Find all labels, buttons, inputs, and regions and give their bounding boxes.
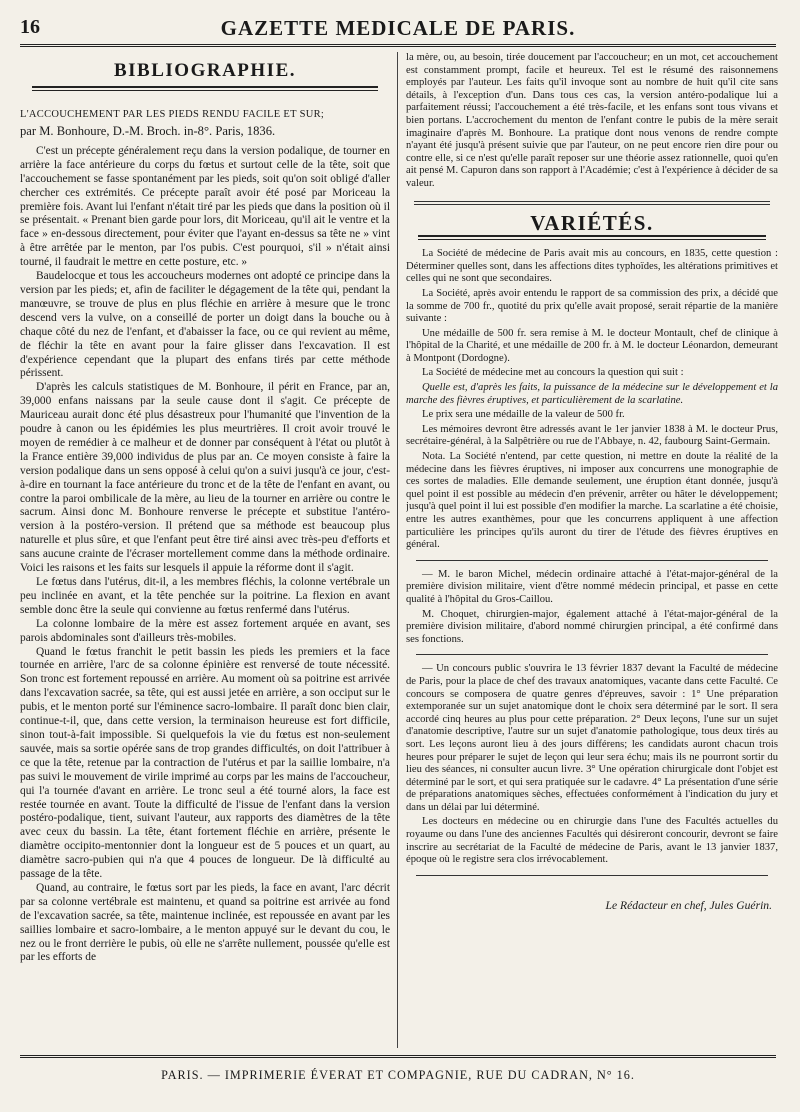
varietes-paragraph: Le prix sera une médaille de la valeur de 500 fr. [422,409,625,421]
journal-title: GAZETTE MEDICALE DE PARIS. [220,16,576,40]
varietes-question: Quelle est, d'après les faits, la puissance de la médecine sur le développement et la marche des fièvres éruptives, et particulièrement de la scarlatine. [406,382,778,406]
bibliographie-title: BIBLIOGRAPHIE. [113,60,296,81]
book-author: par M. Bonhoure, D.-M. Broch. in-8°. Paris, 1836. [20,123,276,138]
item-separator [416,654,768,655]
nomination-paragraph: M. Choquet, chirurgien-major, également attaché à l'état-major-général de la première division militaire, d'abord nommé chirurgien principal, a été confirmé dans ses fonctions. [406,608,778,645]
varietes-nota: Nota. La Société n'entend, par cette question, ni mettre en doute la réalité de la médecine dans les fièvres éruptives, ni imposer aux concurrens une monographie de ces sortes de maladies. Elle demande seulement, une éruption étant donnée, jusqu'à quel point il est possible au médecin d'en prévenir, arrêter ou hâter le développement; jusqu'à quel point il lui est possible d'en modifier la marche. La scarlatine a été choisie, entre les autres exanthèmes, pour que les concurrens appliquent à une affection particulière les principes qu'ils auront du tirer de l'étude des fièvres éruptives en général. [406,451,778,551]
bibliography-paragraph: D'après les calculs statistiques de M. Bonhoure, il périt en France, par an, 39,000 enfans naissans par la seule cause dont il s'agit. Ce précepte de Mauriceau aurait donc été plus désastreux pour l'humanité que l'invention de la poudre à canon ou les épidémies les plus meurtrières. Il croit avoir trouvé le moyen de remédier à ce malheur et de donner par conséquent à l'état ou plutôt à la France entière 39,000 individus de plus par an. Ce moyen consiste à faire la version podalique dans un sens opposé à celui qu'on a suivi jusqu'à ce jour, c'est-à-dire en tournant la face antérieure du tronc et de la tête de l'enfant en avant, ou contre la paroi ombilicale de la mère, au lieu de la tourner en arrière ou contre le sacrum. Ainsi donc M. Bonhoure renverse le précepte et substitue l'antéro-version à la postéro-version. Il prétend que sa méthode est beaucoup plus naturelle et plus sûre, et que l'enfant peut être tiré ainsi avec très-peu d'efforts et sans aucune crainte de l'écraser mortellement comme dans la méthode ordinaire. Voici les raisons et les faits sur lesquels il appuie la réforme dont il s'agit. [20,381,390,575]
column-divider [397,52,398,1048]
page-footer: PARIS. — IMPRIMERIE ÉVERAT ET COMPAGNIE, RUE DU CADRAN, N° 16. [20,1055,776,1092]
bibliography-continuation: la mère, ou, au besoin, tirée doucement par l'accoucheur; en un mot, cet accouchement est constamment prompt, facile et heureux. Tel est le résumé des raisonnemens employés par l'auteur. Les faits qu'il invoque sont au nombre de huit qu'il cite sans détails, à l'exception d'un. Dans tous ces cas, la version antéro-podalique lui a parfaitement réussi; l'accouchement a été très-facile, et les enfans sont tous vivans et bien portans. L'accrochement du menton de l'enfant contre le pubis de la mère serait imaginaire d'après M. Bonhoure. La pratique dont nous venons de rendre compte n'ayant été jusqu'à présent suivie que par l'auteur, on ne peut encore rien dire pour ou contre elle, si ce n'est qu'elle paraît reposer sur une théorie assez rationnelle, quoi qu'en ait pensé M. Capuron dans son rapport à l'Académie; c'est à l'expérience à décider de sa valeur. [406,52,778,189]
page-header [20,14,776,47]
bibliography-paragraph: Baudelocque et tous les accoucheurs modernes ont adopté ce principe dans la version par les pieds; et, afin de faciliter le dégagement de la tête qui, pendant la manœuvre, se trouve de plus en plus fléchie en arrière à mesure que le tronc descend vers la vulve, on a conseillé de porter un doigt dans la bouche ou à chaque côté du nez de l'enfant, et d'abaisser la face, ou ce qui revient au même, de fléchir la tête en avant pour la faire glisser dans l'excavation. Il est d'expérience cependant que la plupart des enfans tirés par cette méthode périssent. [20,270,390,380]
section-rule-thin [418,239,766,240]
concours-paragraph: — Un concours public s'ouvrira le 13 février 1837 devant la Faculté de médecine de Paris, pour la place de chef des travaux anatomiques, vacante dans cette Faculté. Ce concours se composera de quatre genres d'épreuves, savoir : 1° Une préparation extemporanée sur un sujet anatomique dont le choix sera déterminé par le sort. Il sera accordé cinq heures au plus pour cette préparation. 2° Deux leçons, l'une sur un sujet d'anatomie descriptive, l'autre sur un sujet d'anatomie pathologique, tous deux tirés au sort. Les leçons auront lieu à des jours différens; les candidats auront chacun trois heures pour préparer le sujet de leçon qui leur sera échu; mais ils ne pourront sortir du lieu des séances, ni consulter aucun livre. 3° Une opération chirurgicale dont l'objet est déterminé par le sort, et qui sera pratiquée sur le cadavre. 4° La présentation d'une série de préparations anatomiques sèches, effectuées conformément à l'indication du jury et dans un délai par lui déterminé. [406,663,778,813]
section-rule [418,235,766,237]
section-rule-thin [32,90,378,91]
varietes-paragraph: Les mémoires devront être adressés avant le 1er janvier 1838 à M. le docteur Prus, secrétaire-général, à la Salpêtrière ou rue de l'Abbaye, n. 42, faubourg Saint-Germain. [406,423,778,448]
bibliography-paragraph: Quand, au contraire, le fœtus sort par les pieds, la face en avant, l'arc décrit par sa colonne vertébrale est maintenu, et quand sa poitrine est arrivée au fond de l'excavation sacrée, sa tête, maintenue inclinée, est repoussée en avant par les saillies lombaire et sacro-lombaire, a le menton appuyé sur le devant du cou, le nez ou le front derrière le pubis, où elle ne s'arrête nullement, poussée qu'elle est par les efforts de [20,881,390,964]
book-title: L'ACCOUCHEMENT PAR LES PIEDS RENDU FACILE ET SUR; [20,108,325,120]
bibliography-paragraph: Quand le fœtus franchit le petit bassin les pieds les premiers et la face tournée en arrière, l'arc de sa colonne épinière est renversé de toute nécessité. Son tronc est fortement repoussé en arrière. Au moment où sa poitrine est arrivée dans l'excavation sacrée, sa tête, qui est aussi jetée en arrière, a son occiput sur le pubis, et le menton porté sur l'éminence sacro-lombaire. Il paraît donc bien clair, continue-t-il, que, dans cette version, la terminaison heureuse est fort difficile, sinon tout-à-fait impossible. Si quelquefois la vie du fœtus est non-seulement sauvée, mais sa sortie opérée sans de trop grandes difficultés, on doit l'attribuer à ce que la tête, retenue par la contraction de l'utérus et par la saillie lombaire, n'a pas suivi le mouvement de virile imprimé au corps par les mains de l'accoucheur, qui l'a tournée d'avant en arrière. Le tronc seul a été tourné alors, la face est restée tournée en avant. Toute la difficulté de l'issue de l'enfant dans la version postéro-podalique, tient, suivant l'auteur, aux rapports des diamètres de la tête avec ceux du bassin. La tête, étant fortement fléchie en arrière, présente le diamètre occipito-mentonnier dont la longueur est de 5 pouces et un quart, au diamètre sacro-pubien qui n'a que 4 pouces de longueur. De là difficulté au passage de la tête. [20,645,390,881]
editor-signature: Le Rédacteur en chef, Jules Guérin. [605,898,772,912]
varietes-paragraph: La Société de médecine met au concours la question qui suit : [422,367,684,379]
concours-paragraph: Les docteurs en médecine ou en chirurgie dans l'une des Facultés actuelles du royaume ou dans l'une des anciennes Facultés qui désireront concourir, devront se faire inscrire au secrétariat de la Faculté de médecine de Paris, avant le 13 janvier 1837, époque où le registre sera clos irrévocablement. [406,816,778,866]
item-separator [416,875,768,876]
nomination-paragraph: — M. le baron Michel, médecin ordinaire attaché à l'état-major-général de la première division militaire, vient d'être nommé médecin principal, et passe en cette qualité à l'hôpital du Gros-Caillou. [406,568,778,605]
varietes-title: VARIÉTÉS. [530,210,654,235]
bibliography-paragraph: La colonne lombaire de la mère est assez fortement arquée en avant, ses parois abdominales sont d'ailleurs très-mobiles. [20,617,390,644]
item-separator [416,560,768,561]
section-separator [414,201,770,205]
book-citation [20,105,390,139]
section-rule [32,86,378,88]
page-number: 16 [20,16,40,38]
left-column [20,52,390,1048]
varietes-paragraph: La Société, après avoir entendu le rapport de sa commission des prix, a décidé que la somme de 700 fr., quotité du prix qu'elle avait proposé, serait répartie de la manière suivante : [406,287,778,325]
right-column [406,52,778,1048]
bibliography-paragraph: C'est un précepte généralement reçu dans la version podalique, de tourner en arrière la face antérieure du corps du fœtus et surtout celle de la tête, soit que l'accouchement se fasse spontanément par les pieds, soit qu'on soit obligé d'aller chercher ces extrémités. Ce précepte paraît avoir été posé par Moriceau la première fois. Avant lui l'enfant n'était tiré par les pieds que dans la position où il se présentait. « Prenant bien garde pour lors, dit Moriceau, qu'il ait le ventre et la face » en-dessous directement, pour éviter que l'ayant en-dessus sa tête ne » vint à être arrêtée par le menton, par l'os pubis. C'est pourquoi, s'il » n'était ainsi tourné, il faudrait le mettre en cette posture, etc. » [20,144,390,269]
varietes-paragraph: La Société de médecine de Paris avait mis au concours, en 1835, cette question : Déterminer quelles sont, dans les affections dites typhoïdes, les altérations primitives et celles qui ne sont que secondaires. [406,248,778,285]
bibliography-paragraph: Le fœtus dans l'utérus, dit-il, a les membres fléchis, la colonne vertébrale un peu inclinée en avant, et la tête penchée sur la poitrine. La flexion en avant semble donc être la seule qui convienne au fœtus renfermé dans l'utérus. [20,576,390,616]
varietes-paragraph: Une médaille de 500 fr. sera remise à M. le docteur Montault, chef de clinique à l'hôpital de la Charité, et une médaille de 200 fr. à M. le docteur Léonardon, demeurant à Montpont (Dordogne). [406,327,778,364]
